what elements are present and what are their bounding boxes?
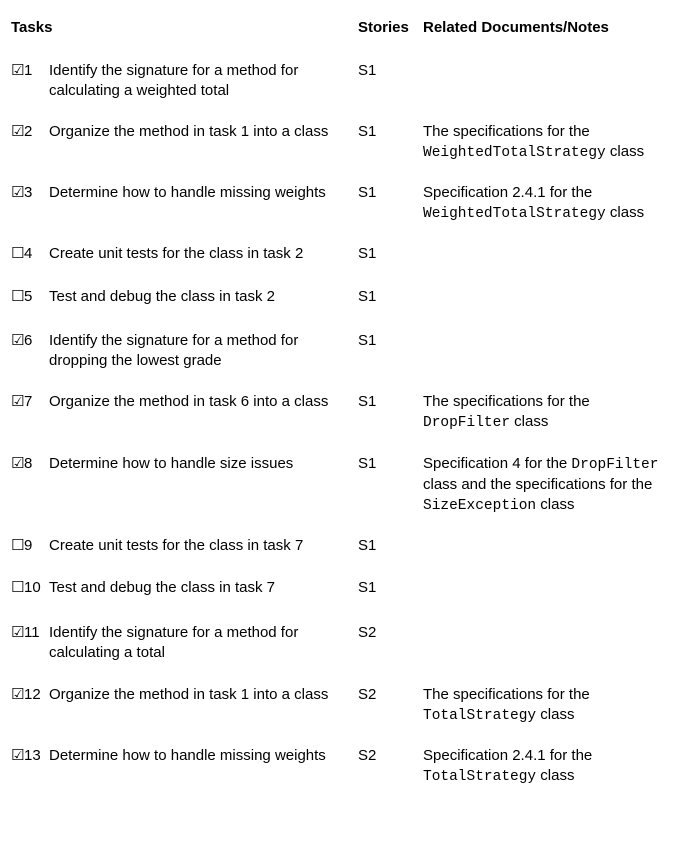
checkbox-icon: ☑ (11, 62, 25, 79)
checkbox-icon: ☑ (11, 332, 25, 349)
task-checkbox[interactable] (11, 331, 49, 351)
task-number: 4 (24, 245, 33, 262)
story-id: S1 (358, 62, 377, 79)
note-text: The specifications for the (423, 123, 590, 140)
story-id: S1 (358, 184, 377, 201)
task-description: Test and debug the class in task 2 (49, 288, 275, 305)
task-number: 9 (24, 537, 33, 554)
checkbox-icon: ☑ (11, 123, 25, 140)
related-note (423, 454, 685, 516)
note-text: class (510, 413, 549, 430)
notes-header: Related Documents/Notes (423, 19, 609, 36)
task-checkbox[interactable] (11, 61, 49, 81)
task-description: Test and debug the class in task 7 (49, 579, 275, 596)
story-id: S1 (358, 245, 377, 262)
story-id: S2 (358, 747, 377, 764)
story-id: S1 (358, 537, 377, 554)
task-description: Determine how to handle missing weights (49, 747, 326, 764)
checkbox-icon: ☐ (11, 245, 25, 262)
checkbox-icon: ☐ (11, 537, 25, 554)
task-checkbox[interactable] (11, 122, 49, 142)
story-id: S1 (358, 123, 377, 140)
note-code: WeightedTotalStrategy (423, 145, 606, 161)
task-description: Organize the method in task 6 into a class (49, 393, 329, 410)
task-checkbox[interactable] (11, 536, 49, 556)
task-checkbox[interactable] (11, 287, 49, 307)
checkbox-icon: ☑ (11, 686, 25, 703)
task-checkbox[interactable] (11, 578, 49, 598)
task-checkbox[interactable] (11, 746, 49, 766)
note-code: TotalStrategy (423, 708, 537, 724)
stories-header: Stories (358, 19, 409, 36)
task-checkbox[interactable] (11, 454, 49, 474)
task-description: Create unit tests for the class in task 7 (49, 537, 304, 554)
note-text: class (536, 496, 575, 513)
task-number: 11 (24, 624, 40, 641)
note-text: The specifications for the (423, 393, 590, 410)
story-id: S1 (358, 579, 377, 596)
note-text: The specifications for the (423, 686, 590, 703)
note-text: class (536, 706, 575, 723)
checkbox-icon: ☑ (11, 624, 25, 641)
note-text: class (605, 143, 645, 160)
task-number: 7 (24, 393, 33, 410)
story-id: S1 (358, 455, 377, 472)
checkbox-icon: ☐ (11, 579, 25, 596)
task-description: Organize the method in task 1 into a class (49, 686, 329, 703)
tasks-header: Tasks (11, 19, 53, 36)
note-code: DropFilter (423, 415, 511, 431)
checkbox-icon: ☐ (11, 288, 25, 305)
task-description: Identify the signature for a method for calculating a weighted total (49, 62, 299, 99)
task-number: 2 (24, 123, 33, 140)
task-number: 8 (24, 455, 33, 472)
task-description: Determine how to handle size issues (49, 455, 294, 472)
story-id: S1 (358, 288, 377, 305)
note-code: TotalStrategy (423, 769, 537, 785)
note-text: Specification 2.4.1 for the (423, 184, 593, 201)
note-text: Specification 2.4.1 for the (423, 747, 593, 764)
checkbox-icon: ☑ (11, 393, 25, 410)
task-checkbox[interactable] (11, 183, 49, 203)
task-number: 5 (24, 288, 33, 305)
task-checkbox[interactable] (11, 623, 49, 643)
task-description: Create unit tests for the class in task 2 (49, 245, 304, 262)
task-number: 10 (24, 579, 41, 596)
related-note (423, 685, 685, 726)
note-text: class and the specifications for the (423, 476, 653, 493)
note-text: class (605, 204, 645, 221)
task-checkbox[interactable] (11, 685, 49, 705)
task-number: 3 (24, 184, 33, 201)
task-number: 12 (24, 686, 41, 703)
checkbox-icon: ☑ (11, 184, 25, 201)
task-checkbox[interactable] (11, 244, 49, 264)
task-number: 1 (24, 62, 33, 79)
task-number: 6 (24, 332, 33, 349)
task-number: 13 (24, 747, 41, 764)
checkbox-icon: ☑ (11, 747, 25, 764)
task-description: Organize the method in task 1 into a class (49, 123, 329, 140)
story-id: S1 (358, 393, 377, 410)
related-note (423, 183, 685, 224)
note-text: Specification 4 for the (423, 455, 572, 472)
task-description: Determine how to handle missing weights (49, 184, 326, 201)
note-code: WeightedTotalStrategy (423, 206, 606, 222)
note-code: SizeException (423, 498, 537, 514)
related-note (423, 746, 685, 787)
note-code: DropFilter (571, 457, 659, 473)
note-text: class (536, 767, 575, 784)
story-id: S2 (358, 686, 377, 703)
task-description: Identify the signature for a method for calculating a total (49, 624, 299, 661)
checkbox-icon: ☑ (11, 455, 25, 472)
related-note (423, 122, 685, 163)
task-checkbox[interactable] (11, 392, 49, 412)
task-description: Identify the signature for a method for dropping the lowest grade (49, 332, 299, 369)
story-id: S1 (358, 332, 377, 349)
related-note (423, 392, 685, 433)
story-id: S2 (358, 624, 377, 641)
